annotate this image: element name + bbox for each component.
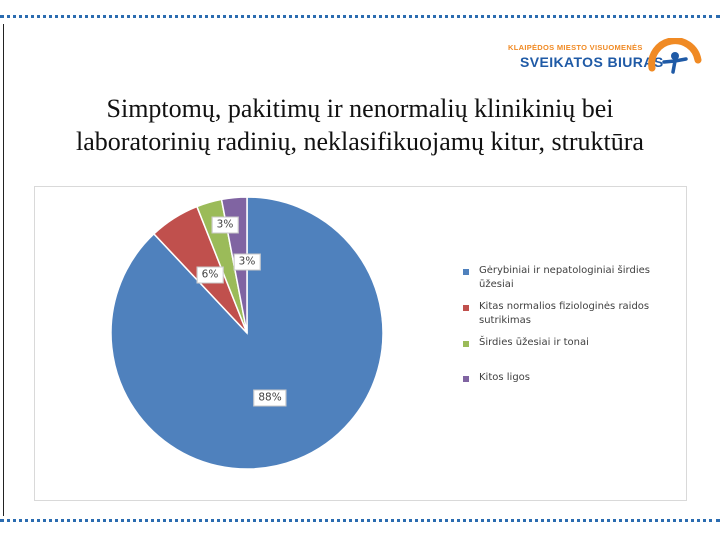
legend-swatch-4 <box>463 376 469 382</box>
slide-title-line-1: Simptomų, pakitimų ir nenormalių klinikinių bei <box>106 94 614 123</box>
legend-swatch-3 <box>463 341 469 347</box>
slide-title-line-2: laboratorinių radinių, neklasifikuojamų kitur, struktūra <box>76 127 644 156</box>
data-label-2: 6% <box>197 267 224 284</box>
data-label-4: 3% <box>212 217 239 234</box>
legend-label-4: Kitos ligos <box>479 372 530 383</box>
data-label-1: 88% <box>253 390 286 407</box>
logo-line-1: KLAIPĖDOS MIESTO VISUOMENĖS <box>508 43 643 52</box>
legend-swatch-2 <box>463 305 469 311</box>
legend-label-3: Širdies ūžesiai ir tonai <box>479 337 589 348</box>
data-label-3: 3% <box>234 254 261 271</box>
legend-label-1: Gėrybiniai ir nepatologiniai širdies ūžesiai <box>479 265 650 290</box>
legend-label-2: Kitas normalios fiziologinės raidos sutrikimas <box>479 301 650 326</box>
legend-swatch-1 <box>463 269 469 275</box>
logo-line-2: SVEIKATOS BIURAS <box>520 54 664 70</box>
